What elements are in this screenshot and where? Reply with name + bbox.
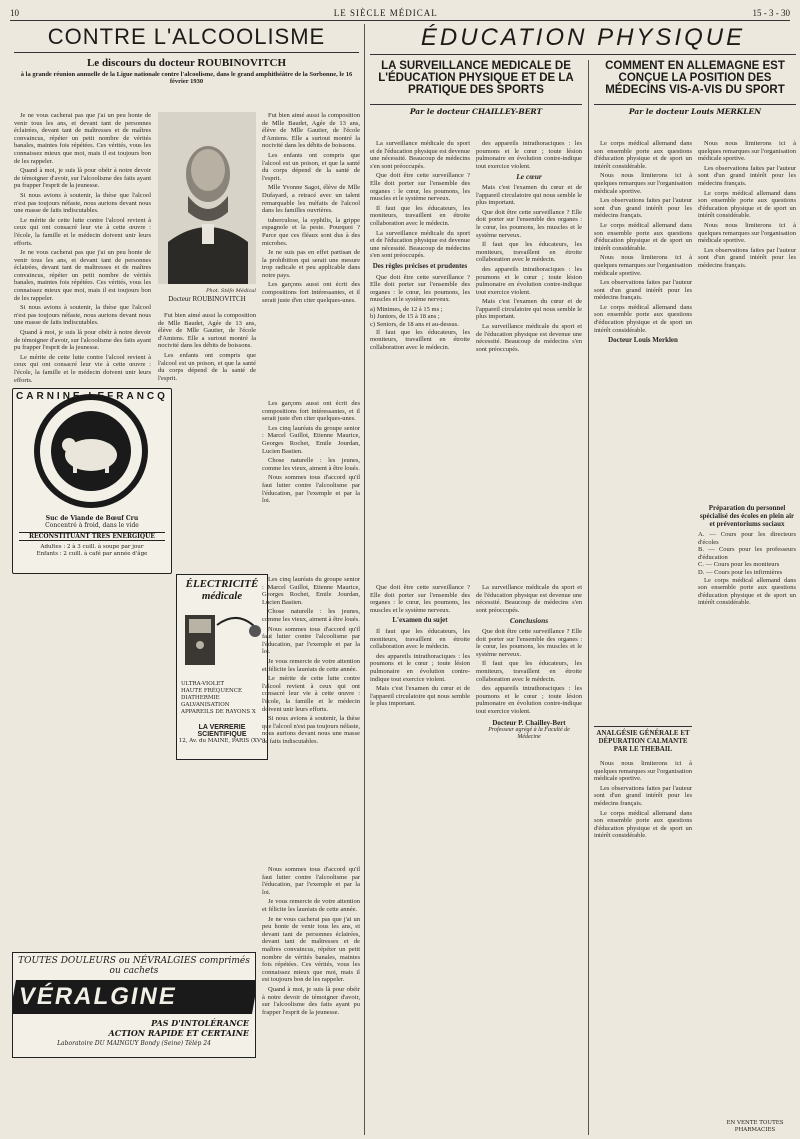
list-item: APPAREILS DE RAYONS X — [181, 709, 256, 715]
article1-col-1 — [370, 140, 470, 580]
regle-item: b) Juniors, de 15 à 18 ans ; — [370, 313, 440, 321]
paragraph: Il faut que les éducateurs, les moniteurs, travaillent en étroite collaboration avec le médecin. — [476, 241, 582, 264]
paragraph: Si nous avions à soutenir, la thèse que l'alcool n'est pas toujours néfaste, nous aurions devant nous une masse de faits indiscutables. — [14, 191, 151, 215]
paragraph: Mlle Yvonne Sagot, élève de Mlle Dufayard, a retracé avec un talent remarquable les méfaits de l'alcool dans les familles ouvrières. — [262, 184, 360, 215]
paragraph: Il faut que les éducateurs, les moniteurs, travaillent en étroite collaboration avec le médecin. — [370, 328, 470, 351]
paragraph: des appareils intrathoraciques : les poumons et le cœur ; toute lésion pulmonaire en évolution contre-indique tout exercice violent. — [476, 140, 582, 170]
paragraph: Chose naturelle : les jeunes, comme les vieux, aiment à être loués. — [262, 608, 360, 623]
portrait-photo — [158, 112, 256, 284]
analgesie-text — [594, 760, 692, 1050]
paragraph: Que doit être cette surveillance ? Elle doit porter sur l'ensemble des organes : le cœur, les poumons, les muscles et le système nerveux. — [476, 627, 582, 658]
article1-signature: Docteur P. Chailley-Bert — [492, 718, 566, 727]
paragraph: Les observations faites par l'auteur sont d'un grand intérêt pour les médecins français. — [698, 164, 796, 187]
article-title: Le discours du docteur ROUBINOVITCH — [86, 57, 287, 69]
article2-byline: Par le docteur Louis MERKLEN — [594, 104, 796, 116]
article1-col-3 — [370, 584, 470, 814]
analgesie-title: ANALGÉSIE GÉNÉRALE ET DÉPURATION CALMANTE PAR LE THEBAIL — [594, 726, 692, 753]
article1-col-2 — [476, 140, 582, 580]
list-item: HAUTE FRÉQUENCE — [181, 688, 243, 694]
article2-title: COMMENT EN ALLEMAGNE EST CONÇUE LA POSITION DES MÉDECINS VIS-A-VIS DU SPORT — [605, 60, 785, 97]
paragraph: Que doit être cette surveillance ? Elle doit porter sur l'ensemble des organes : le cœur, les poumons, les muscles et le système nerveux. — [476, 208, 582, 239]
education-banner: ÉDUCATION PHYSIQUE — [370, 24, 796, 55]
article2-header — [594, 60, 796, 140]
paragraph: Le mérite de cette lutte contre l'alcool revient à ceux qui ont consacré leur vie à cette œuvre : l'école, la famille et le médecin doivent unir leurs efforts. — [14, 216, 151, 247]
paragraph: des appareils intrathoraciques : les poumons et le cœur ; toute lésion pulmonaire en évolution contre-indique tout exercice violent. — [476, 265, 582, 296]
paragraph: Quand à moi, je suis là pour obéir à notre devoir de témoigner d'avoir, sur l'alcoolisme des faits ayant pu frapper l'esprit de la jeunesse. — [14, 167, 151, 190]
veralgine-brand: VÉRALGINE — [12, 980, 256, 1014]
article1-header — [370, 60, 582, 140]
paragraph: Fut bien aimé aussi la composition de Mlle Baudet, Agée de 13 ans, élève de Mlle Gautier, de l'école d'Amiens. Elle a surtout montré la nocivité dans les débits de boissons. — [262, 112, 360, 150]
paragraph: Le corps médical allemand dans son ensemble porte aux questions d'éducation physique et de sport un intérêt considérable. — [698, 576, 796, 607]
paragraph: Nous nous limiterons ici à quelques remarques sur l'organisation médicale sportive. — [594, 760, 692, 783]
paragraph: Les enfants ont compris que l'alcool est un poison, et que la santé du corps dépend de la santé de l'esprit. — [158, 351, 256, 382]
paragraph: Nous nous limiterons ici à quelques remarques sur l'organisation médicale sportive. — [594, 172, 692, 195]
heading-regles: Des règles précises et prudentes — [372, 261, 468, 270]
ad-veralgine — [12, 952, 256, 1058]
paragraph: Il faut que les éducateurs, les moniteurs, travaillent en étroite collaboration avec le médecin. — [370, 627, 470, 651]
electricite-list — [177, 679, 267, 718]
alcoolisme-col-4 — [262, 400, 360, 570]
paragraph: Les observations faites par l'auteur sont d'un grand intérêt pour les médecins français. — [594, 279, 692, 302]
veralgine-tag2: ACTION RAPIDE ET CERTAINE — [108, 1028, 249, 1038]
paragraph: Si nous avions à soutenir, la thèse que l'alcool n'est pas toujours néfaste, nous aurions devant nous une masse de faits indiscutables. — [14, 304, 151, 327]
paragraph: Quand à moi, je suis là pour obéir à notre devoir de témoigner d'avoir, sur l'alcoolisme des faits ayant pu frapper l'esprit de la jeunesse. — [14, 329, 151, 352]
paragraph: Nous sommes tous d'accord qu'il faut lutter contre l'alcoolisme par l'éducation, par l'exemple et par la loi. — [262, 474, 360, 505]
paragraph: Le corps médical allemand dans son ensemble porte aux questions d'éducation physique et de sport un intérêt considérable. — [698, 189, 796, 220]
veralgine-top: TOUTES DOULEURS ou NÉVRALGIES comprimés ou cachets — [18, 956, 250, 976]
paragraph: Je ne vous cacherai pas que j'ai un peu honte de venir tous les ans, et devant tant de personnes éclairées, devant tant de maîtresses et de maîtres convaincus, répéter un petit nombre de vérités banales, maintes fois répétées. Ces vérités, vous les connaissez mieux que moi, mais il est toujours bon de les rappeler. — [14, 249, 151, 302]
carnine-brand: CARNINE LEFRANCQ — [16, 391, 168, 402]
paragraph: Mais c'est l'examen du cœur et de l'appareil circulatoire qui nous semble le plus important. — [476, 298, 582, 321]
paragraph: Les enfants ont compris que l'alcool est un poison, et que la santé du corps dépend de la santé de l'esprit. — [262, 151, 360, 182]
ad-electricite — [176, 574, 268, 760]
paragraph: Le mérite de cette lutte contre l'alcool revient à ceux qui ont consacré leur vie à cette œuvre : l'école, la famille et le médecin doivent unir leurs efforts. — [14, 353, 151, 382]
alcoolisme-col-1 — [14, 112, 151, 382]
article2-signature: Docteur Louis Merklen — [608, 336, 678, 345]
heading-examen: L'examen du sujet — [392, 616, 448, 625]
regle-item: c) Seniors, de 18 ans et au-dessus. — [370, 321, 459, 329]
paragraph: tuberculose, la syphilis, la grippe espagnole et la peste. Pourquoi ? Parce que ces fléaux sont dus à des microbes. — [262, 216, 360, 247]
x-ray-apparatus-image — [177, 605, 265, 675]
veralgine-tag1: PAS D'INTOLÉRANCE — [151, 1018, 249, 1028]
paragraph: Le corps médical allemand dans son ensemble porte aux questions d'éducation physique et de sport un intérêt considérable. — [594, 303, 692, 334]
paragraph: Les cinq lauréats du groupe senior : Marcel Guillot, Etienne Maurice, Georges Rochet, Emile Jourdan, Lucien Bastien. — [262, 424, 360, 455]
paragraph: Le mérite de cette lutte contre l'alcool revient à ceux qui ont consacré leur vie à cette œuvre : l'école, la famille et le médecin doivent unir leurs efforts. — [262, 675, 360, 713]
paragraph: Je ne vous cacherai pas que j'ai un peu honte de venir tous les ans, et devant tant de personnes éclairées, devant tant de maîtresses et de maîtres convaincus, répéter un petit nombre de vérités banales, maintes fois répétées. Ces vérités, vous les connaissez mieux que moi, mais il est toujours bon de les rappeler. — [14, 112, 151, 165]
paragraph: Le corps médical allemand dans son ensemble porte aux questions d'éducation physique et de sport un intérêt considérable. — [594, 809, 692, 840]
electricite-title: ÉLECTRICITÉ médicale — [185, 578, 259, 602]
list-item: ULTRA-VIOLET — [181, 681, 225, 687]
prep-block — [698, 504, 796, 714]
article1-title: LA SURVEILLANCE MÉDICALE DE L'ÉDUCATION PHYSIQUE ET DE LA PRATIQUE DES SPORTS — [378, 60, 574, 97]
paragraph: Nous sommes tous d'accord qu'il faut lutter contre l'alcoolisme par l'éducation, par l'exemple et par la loi. — [262, 625, 360, 656]
paragraph: Il faut que les éducateurs, les moniteurs, travaillent en étroite collaboration avec le médecin. — [476, 660, 582, 683]
carnine-logo — [13, 389, 169, 509]
paragraph: Nous nous limiterons ici à quelques remarques sur l'organisation médicale sportive. — [698, 221, 796, 245]
paragraph: Je ne suis pas en effet partisan de la prohibition qui serait une mesure trop radicale et peu applicable dans notre pays. — [262, 249, 360, 279]
prep-item: D. — Cours pour les infirmières — [698, 568, 783, 576]
paragraph: Les observations faites par l'auteur sont d'un grand intérêt pour les médecins français. — [594, 197, 692, 220]
paragraph: Les observations faites par l'auteur sont d'un grand intérêt pour les médecins français. — [594, 784, 692, 807]
paragraph: Nous nous limiterons ici à quelques remarques sur l'organisation médicale sportive. — [594, 254, 692, 277]
article-subtitle: à la grande réunion annuelle de la Ligue nationale contre l'alcoolisme, dans le grand amphithéâtre de la Sorbonne, le 16 février 1930 — [20, 71, 353, 85]
prep-item: B. — Cours pour les professeurs d'éducation — [698, 546, 796, 561]
analgesie-header — [594, 726, 692, 756]
portrait-caption: Docteur ROUBINOVITCH — [168, 295, 246, 303]
paragraph: Les garçons aussi ont écrit des compositions fort intéressantes, et il serait juste d'en citer quelques-unes. — [262, 400, 360, 423]
paragraph: Le corps médical allemand dans son ensemble porte aux questions d'éducation physique et de sport un intérêt considérable. — [594, 221, 692, 252]
paragraph: Le corps médical allemand dans son ensemble porte aux questions d'éducation physique et de sport un intérêt considérable. — [594, 140, 692, 170]
running-header — [10, 6, 790, 21]
paragraph: des appareils intrathoraciques : les poumons et le cœur ; toute lésion pulmonaire en évolution contre-indique tout exercice violent. — [476, 685, 582, 715]
regle-item: a) Minimes, de 12 à 15 ms ; — [370, 305, 443, 313]
paragraph: Que doit être cette surveillance ? Elle doit porter sur l'ensemble des organes : le cœur, les poumons, les muscles et le système nerveux. — [370, 584, 470, 614]
carnine-line2: Concentré à froid, dans le vide — [45, 522, 139, 529]
alcoolisme-col-2 — [158, 312, 256, 384]
carnine-line3: RECONSTITUANT TRÈS ÉNERGIQUE — [19, 532, 165, 541]
paragraph: Mais c'est l'examen du cœur et de l'appareil circulatoire qui nous semble le plus important. — [476, 183, 582, 207]
electricite-address: 12, Av. du MAINE, PARIS (XVᵉ) — [178, 738, 266, 744]
paragraph: Que doit être cette surveillance ? Elle doit porter sur l'ensemble des organes : le cœur, les poumons, les muscles et le système nerveux. — [370, 172, 470, 203]
paragraph: Chose naturelle : les jeunes, comme les vieux, aiment à être loués. — [262, 457, 360, 472]
prep-item: C. — Cours pour les moniteurs — [698, 561, 780, 569]
page-number: 10 — [10, 8, 19, 18]
paragraph: La surveillance médicale du sport et de l'éducation physique est devenue une nécessité. Beaucoup de médecins s'en sont préoccupés. — [476, 323, 582, 353]
article2-col-2 — [698, 140, 796, 500]
issue-date: 15 - 3 - 30 — [752, 8, 790, 18]
article2-col-1 — [594, 140, 692, 720]
carnine-line4: Adultes : 2 à 3 cuill. à soupe par jour — [40, 544, 144, 550]
paragraph: Il faut que les éducateurs, les moniteurs, travaillent en étroite collaboration avec le médecin. — [370, 204, 470, 227]
paragraph: Je vous remercie de votre attention et félicite les lauréats de cette année. — [262, 898, 360, 913]
paragraph: La surveillance médicale du sport et de l'éducation physique est devenue une nécessité. Beaucoup de médecins s'en sont préoccupés. — [476, 584, 582, 614]
carnine-line1: Suc de Viande de Bœuf Cru — [45, 515, 139, 522]
article1-col-4 — [476, 584, 582, 978]
alcoolisme-col-3 — [262, 112, 360, 398]
article1-sig-note: Professeur agrégé à la Faculté de Médecine — [488, 727, 570, 741]
ad-carnine — [12, 388, 172, 574]
list-item: DIATHERMIE — [181, 695, 220, 701]
alcoolisme-banner: CONTRE L'ALCOOLISME — [14, 24, 359, 53]
alcoolisme-header — [14, 24, 359, 110]
paragraph: Nous nous limiterons ici à quelques remarques sur l'organisation médicale sportive. — [698, 140, 796, 163]
column-divider — [588, 60, 589, 1135]
electricite-company: LA VERRERIE SCIENTIFIQUE — [197, 724, 247, 738]
paragraph: Si nous avions à soutenir, la thèse que l'alcool n'est pas toujours néfaste, nous aurions devant nous une masse de faits indiscutables. — [262, 715, 360, 745]
paragraph: Je ne vous cacherai pas que j'ai un peu honte de venir tous les ans, et devant tant de personnes éclairées, devant tant de maîtresses et de maîtres convaincus, répéter un petit nombre de vérités banales, maintes fois répétées. Ces vérités, vous les connaissez mieux que moi, mais il est toujours bon de les rappeler. — [262, 915, 360, 984]
alcoolisme-col-5 — [262, 576, 360, 862]
paragraph: des appareils intrathoraciques : les poumons et le cœur ; toute lésion pulmonaire en évolution contre-indique tout exercice violent. — [370, 652, 470, 683]
paragraph: Quand à moi, je suis là pour obéir à notre devoir de témoigner d'avoir, sur l'alcoolisme des faits ayant pu frapper l'esprit de la jeunesse. — [262, 985, 360, 1016]
portrait-block — [158, 112, 256, 308]
alcoolisme-col-6 — [262, 866, 360, 1116]
education-header — [370, 24, 796, 58]
prep-title: Préparation du personnel spécialisé des écoles en plein air et préventoriums sociaux — [699, 504, 795, 528]
paragraph: Mais c'est l'examen du cœur et de l'appareil circulatoire qui nous semble le plus important. — [370, 685, 470, 708]
portrait-credit: Phot. Stéfo Médical — [206, 288, 256, 294]
carnine-line5: Enfants : 2 cuill. à café par année d'âge — [36, 551, 148, 557]
paragraph: Nous sommes tous d'accord qu'il faut lutter contre l'alcoolisme par l'éducation, par l'exemple et par la loi. — [262, 866, 360, 896]
column-divider — [364, 24, 365, 1135]
heading-coeur: Le cœur — [516, 172, 542, 182]
synthol-footer: EN VENTE TOUTES PHARMACIES — [726, 1120, 784, 1133]
journal-title: LE SIÈCLE MÉDICAL — [333, 8, 438, 18]
veralgine-lab: Laboratoire DU MAINGUY Bondy (Seine) Télép 24 — [57, 1040, 211, 1047]
paragraph: Les observations faites par l'auteur sont d'un grand intérêt pour les médecins français. — [698, 246, 796, 269]
list-item: GALVANISATION — [181, 702, 230, 708]
paragraph: La surveillance médicale du sport et de l'éducation physique est devenue une nécessité. Beaucoup de médecins s'en sont préoccupés. — [370, 229, 470, 260]
article1-byline: Par le docteur CHAILLEY-BERT — [370, 104, 582, 116]
heading-conclusions: Conclusions — [509, 616, 549, 626]
paragraph: La surveillance médicale du sport et de l'éducation physique est devenue une nécessité. Beaucoup de médecins s'en sont préoccupés. — [370, 140, 470, 170]
paragraph: Je vous remercie de votre attention et félicite les lauréats de cette année. — [262, 657, 360, 673]
paragraph: Les garçons aussi ont écrit des compositions fort intéressantes, et il serait juste d'en citer quelques-unes. — [262, 281, 360, 304]
paragraph: Que doit être cette surveillance ? Elle doit porter sur l'ensemble des organes : le cœur, les poumons, les muscles et le système nerveux. — [370, 273, 470, 304]
paragraph: Les cinq lauréats du groupe senior : Marcel Guillot, Etienne Maurice, Georges Rochet, Emile Jourdan, Lucien Bastien. — [262, 576, 360, 606]
prep-item: A. — Cours pour les directeurs d'écoles — [698, 531, 796, 546]
paragraph: Fut bien aimé aussi la composition de Mlle Baudet, Agée de 13 ans, élève de Mlle Gautier, de l'école d'Amiens. Elle a surtout montré la nocivité dans les débits de boissons. — [158, 312, 256, 350]
